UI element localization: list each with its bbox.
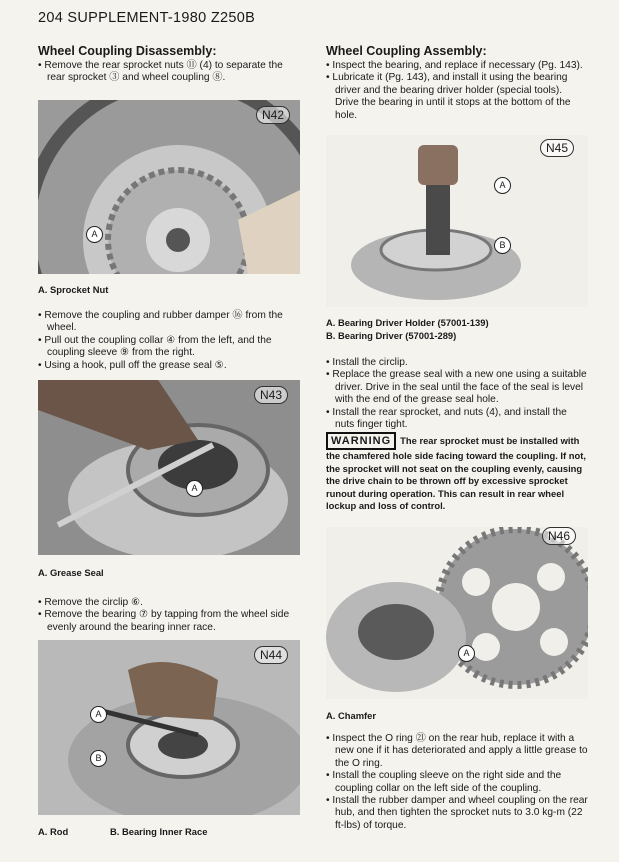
page-header: 204 SUPPLEMENT-1980 Z250B bbox=[38, 10, 256, 26]
bearing-driver-photo bbox=[326, 135, 588, 307]
callout-a: A bbox=[90, 706, 107, 723]
caption-n44-b: B. Bearing Inner Race bbox=[110, 826, 208, 837]
callout-a: A bbox=[458, 645, 475, 662]
photo-n42 bbox=[38, 100, 300, 274]
bullet: • Install the rubber damper and wheel coupling on the rear hub, and then tighten the sprocket nuts to 3.0 kg-m (22 ft-lbs) of torque. bbox=[326, 795, 588, 831]
callout-b: B bbox=[494, 237, 511, 254]
bullet: • Pull out the coupling collar ④ from the left, and the coupling sleeve ⑨ from the right. bbox=[38, 334, 272, 359]
caption-n42: A. Sprocket Nut bbox=[38, 284, 109, 295]
bullet: • Install the rear sprocket, and nuts (4), and install the nuts finger tight. bbox=[326, 406, 567, 431]
bottom-bullets bbox=[38, 597, 300, 634]
warning-text: The rear sprocket must be installed with the chamfered hole side facing toward the coupling. If not, the sprocket will not seat on the coupling evenly, causing the drive chain to be thrown off by excessive sprocket runout during operation. This can result in rear wheel lockup and loss of control. bbox=[326, 435, 586, 512]
caption-n44-a: A. Rod bbox=[38, 826, 69, 837]
disassembly-bullets bbox=[38, 60, 300, 85]
chamfer-photo bbox=[326, 527, 588, 699]
figure-label-n43: N43 bbox=[254, 386, 288, 404]
callout-a: A bbox=[186, 480, 203, 497]
assembly-bullets bbox=[326, 60, 588, 122]
bullet: • Install the circlip. bbox=[326, 357, 408, 368]
caption-n46: A. Chamfer bbox=[326, 710, 377, 721]
bullet: • Lubricate it (Pg. 143), and install it using the bearing driver and the bearing driver holder (special tools). Drive the bearing in until it stops at the bottom of the hole. bbox=[326, 72, 571, 121]
caption-n43: A. Grease Seal bbox=[38, 567, 104, 578]
photo-n45 bbox=[326, 135, 588, 307]
bullet: • Remove the rear sprocket nuts ⑪ (4) to separate the rear sprocket ③ and wheel coupling ⑧. bbox=[38, 60, 283, 84]
install-bullets bbox=[326, 357, 588, 431]
bullet: • Remove the circlip ⑥. bbox=[38, 597, 143, 608]
bullet: • Remove the bearing ⑦ by tapping from the wheel side evenly around the bearing inner race. bbox=[38, 609, 290, 633]
bullet: • Inspect the bearing, and replace if necessary (Pg. 143). bbox=[326, 60, 583, 71]
photo-n44 bbox=[38, 640, 300, 815]
callout-a: A bbox=[86, 226, 103, 243]
photo-n46 bbox=[326, 527, 588, 699]
disassembly-title: Wheel Coupling Disassembly: bbox=[38, 44, 217, 58]
figure-label-n42: N42 bbox=[256, 106, 290, 124]
final-bullets bbox=[326, 733, 588, 832]
bullet: • Remove the coupling and rubber damper ⑯ from the wheel. bbox=[38, 310, 283, 334]
middle-bullets bbox=[38, 310, 300, 372]
caption-n45-a: A. Bearing Driver Holder (57001-139) bbox=[326, 317, 489, 328]
bullet: • Install the coupling sleeve on the right side and the coupling collar on the left side of the coupling. bbox=[326, 770, 562, 794]
figure-label-n44: N44 bbox=[254, 646, 288, 664]
figure-label-n45: N45 bbox=[540, 139, 574, 157]
bullet: • Replace the grease seal with a new one using a suitable driver. Drive in the seal until the face of the seal is level with the end of the grease seal hole. bbox=[326, 369, 587, 406]
bullet: • Inspect the O ring ㉑ on the rear hub, replace it with a new one if it has deteriorated and apply a little grease to the O ring. bbox=[326, 733, 588, 769]
callout-b: B bbox=[90, 750, 107, 767]
sprocket-nut-photo bbox=[38, 100, 300, 274]
photo-n43 bbox=[38, 380, 300, 555]
caption-n45-b: B. Bearing Driver (57001-289) bbox=[326, 330, 457, 341]
figure-label-n46: N46 bbox=[542, 527, 576, 545]
warning-label: WARNING bbox=[326, 432, 396, 450]
grease-seal-photo bbox=[38, 380, 300, 555]
warning-block bbox=[326, 432, 588, 513]
bearing-removal-photo bbox=[38, 640, 300, 815]
bullet: • Using a hook, pull off the grease seal ⑤. bbox=[38, 359, 227, 371]
assembly-title: Wheel Coupling Assembly: bbox=[326, 44, 487, 58]
callout-a: A bbox=[494, 177, 511, 194]
